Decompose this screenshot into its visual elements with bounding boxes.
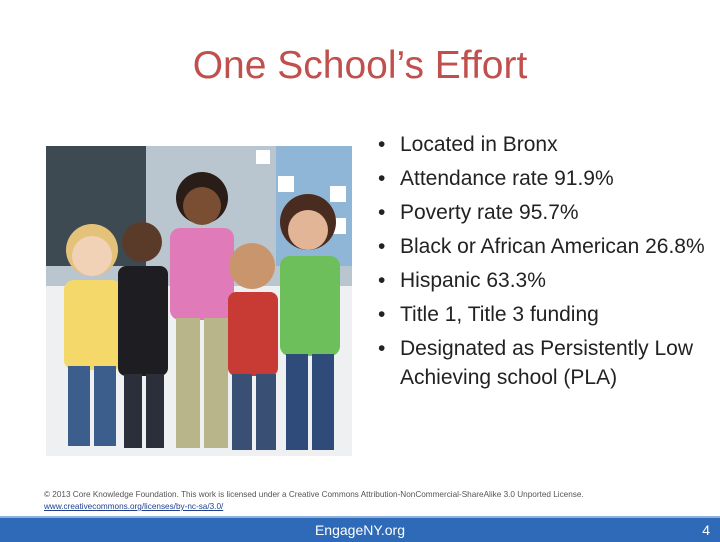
copyright-notice <box>44 489 684 513</box>
stats-bullet-list <box>378 130 708 397</box>
license-link[interactable]: www.creativecommons.org/licenses/by-nc-sa/3.0/ <box>44 502 224 511</box>
footer-bar <box>0 516 720 542</box>
bullet-pla-designation: • Designated as Persistently Low Achieving school (PLA) <box>378 334 708 392</box>
engageny-logo-text: Engage​NY.org <box>314 522 406 538</box>
page-number: 4 <box>702 522 710 538</box>
bullet-poverty: • Poverty rate 95.7% <box>378 198 708 227</box>
bullet-location: • Located in Bronx <box>378 130 708 159</box>
children-photo <box>46 146 352 456</box>
bullet-attendance: • Attendance rate 91.9% <box>378 164 708 193</box>
slide-title: One School’s Effort <box>192 44 528 87</box>
copyright-text: © 2013 Core Knowledge Foundation. This work is licensed under a Creative Commons Attribution-NonCommercial-ShareAlike 3.0 Unported License. <box>44 490 584 499</box>
bullet-funding: • Title 1, Title 3 funding <box>378 300 708 329</box>
bullet-black-african-american: • Black or African American 26.8% <box>378 232 708 261</box>
bullet-hispanic: • Hispanic 63.3% <box>378 266 708 295</box>
